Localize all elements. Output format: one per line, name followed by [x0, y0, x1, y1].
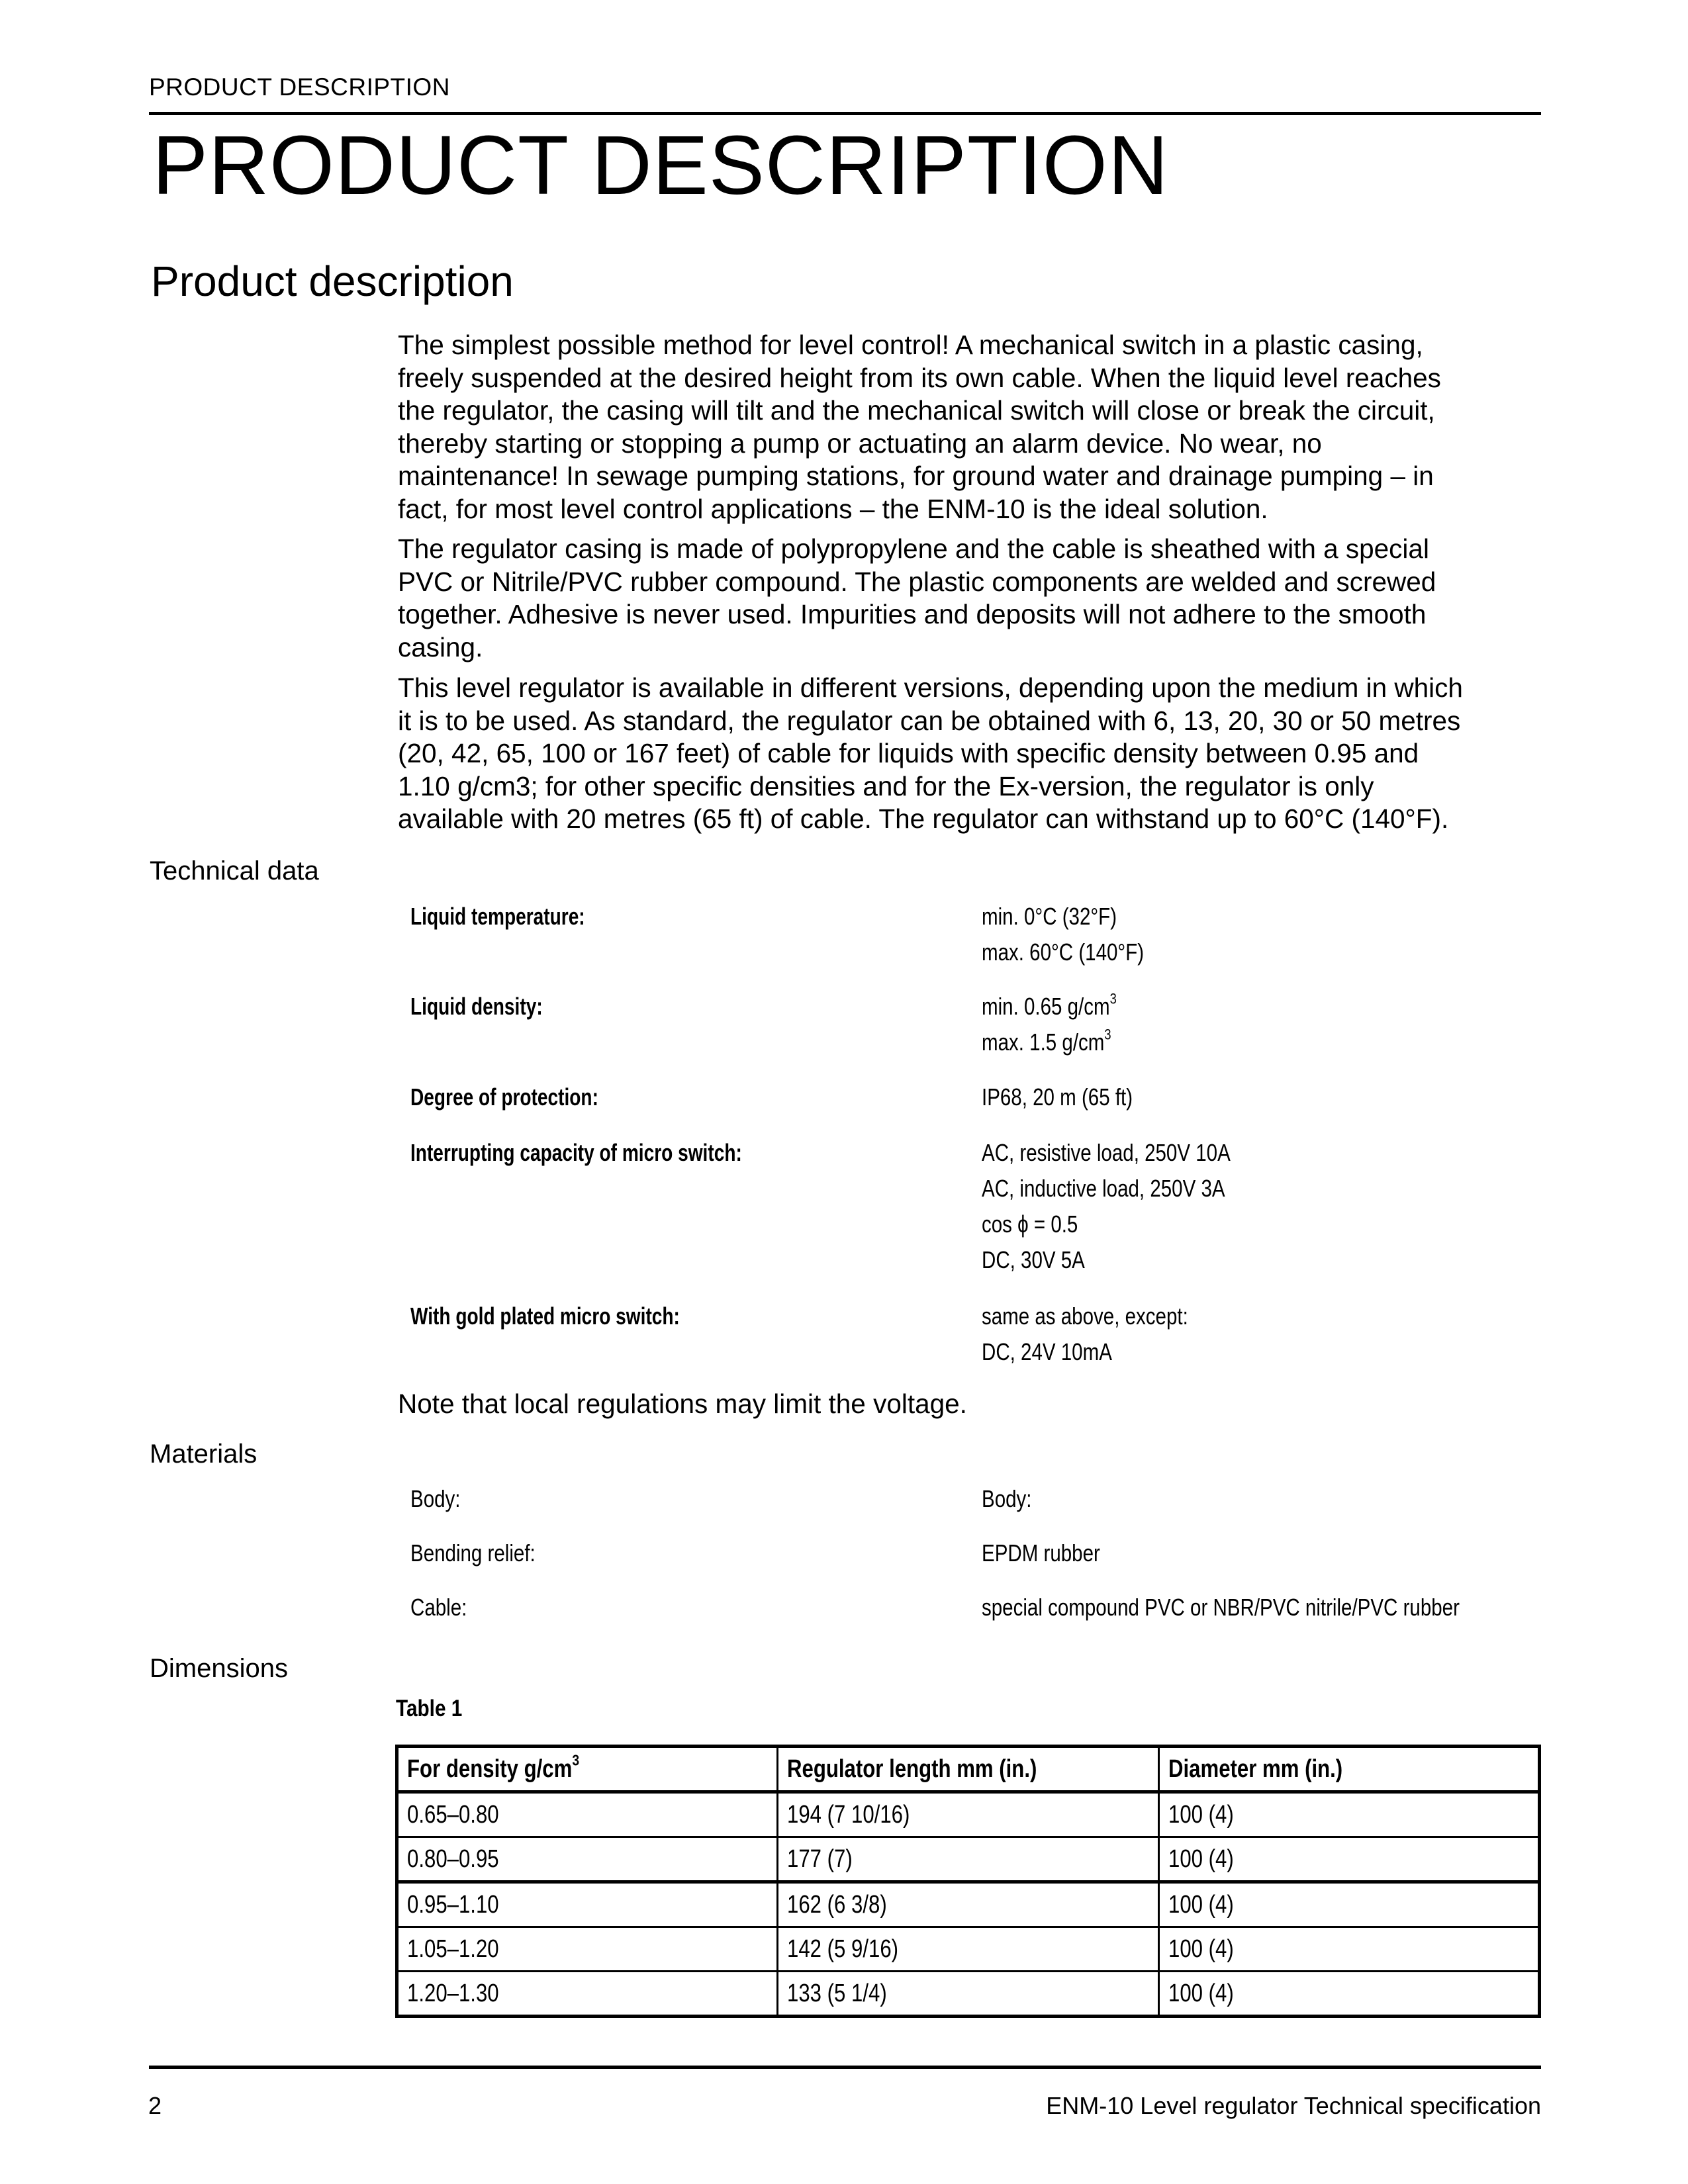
- cell-text: 133 (5 1/4): [787, 1979, 887, 2007]
- table-cell: [397, 1837, 778, 1882]
- section-title: Product description: [151, 257, 514, 305]
- table-cell: [1159, 1837, 1540, 1882]
- table-row: [397, 1972, 1540, 2017]
- spec-value-text: min. 0.65 g/cm: [982, 993, 1110, 1020]
- cell-text: 1.05–1.20: [407, 1934, 499, 1963]
- description-paragraph-2: [398, 533, 1546, 664]
- table-cell: [1159, 1927, 1540, 1972]
- spec-label-degree-of-protection: Degree of protection:: [410, 1083, 598, 1111]
- spec-value-ac-resistive: AC, resistive load, 250V 10A: [982, 1139, 1231, 1166]
- spec-value-liquid-temperature-max: max. 60°C (140°F): [982, 938, 1145, 966]
- cell-text: 100 (4): [1168, 1800, 1234, 1829]
- cell-text: 177 (7): [787, 1844, 853, 1873]
- spec-value-text: max. 1.5 g/cm: [982, 1028, 1105, 1056]
- column-header-density: [397, 1747, 778, 1792]
- table-header-row: [397, 1747, 1540, 1792]
- spec-value-liquid-density-min: [982, 989, 1117, 1024]
- table-row: [397, 1792, 1540, 1837]
- spec-label-gold-plated: With gold plated micro switch:: [410, 1302, 680, 1330]
- paragraph-line: 1.10 g/cm3; for other specific densities and for the Ex-version, the regulator is only: [398, 770, 1374, 801]
- paragraph-line: freely suspended at the desired height from its own cable. When the liquid level reaches: [398, 362, 1441, 393]
- cell-text: 162 (6 3/8): [787, 1890, 887, 1919]
- paragraph-line: available with 20 metres (65 ft) of cable. The regulator can withstand up to 60°C (140°F).: [398, 803, 1449, 834]
- spec-value-gold-same-as-above: same as above, except:: [982, 1302, 1188, 1330]
- paragraph-line: The simplest possible method for level control! A mechanical switch in a plastic casing,: [398, 330, 1423, 360]
- paragraph-line: the regulator, the casing will tilt and the mechanical switch will close or break the circuit,: [398, 395, 1435, 426]
- dimensions-table: [395, 1745, 1541, 2018]
- spec-value-ac-inductive: AC, inductive load, 250V 3A: [982, 1175, 1225, 1202]
- column-header-text: Diameter mm (in.): [1168, 1754, 1343, 1783]
- paragraph-line: fact, for most level control applications – the ENM-10 is the ideal solution.: [398, 493, 1268, 524]
- paragraph-line: PVC or Nitrile/PVC rubber compound. The plastic components are welded and screwed: [398, 566, 1436, 597]
- table-cell: [778, 1792, 1159, 1837]
- material-value-cable: special compound PVC or NBR/PVC nitrile/PVC rubber: [982, 1594, 1460, 1621]
- superscript: 3: [1104, 1026, 1111, 1043]
- running-head: PRODUCT DESCRIPTION: [149, 73, 450, 101]
- column-header-text: Regulator length mm (in.): [787, 1754, 1037, 1783]
- cell-text: 1.20–1.30: [407, 1979, 499, 2007]
- table-cell: [778, 1882, 1159, 1927]
- header-rule: [149, 112, 1541, 115]
- spec-value-cos-phi: cos ϕ = 0.5: [982, 1210, 1078, 1238]
- spec-label-interrupting-capacity: Interrupting capacity of micro switch:: [410, 1139, 742, 1166]
- spec-value-gold-dc: DC, 24V 10mA: [982, 1338, 1112, 1365]
- material-label-bending-relief: Bending relief:: [410, 1539, 536, 1567]
- column-header-diameter: [1159, 1747, 1540, 1792]
- spec-label-liquid-temperature: Liquid temperature:: [410, 903, 585, 930]
- table-row: [397, 1837, 1540, 1882]
- paragraph-line: (20, 42, 65, 100 or 167 feet) of cable for liquids with specific density between 0.95 and: [398, 738, 1419, 768]
- superscript: 3: [1109, 990, 1117, 1007]
- paragraph-line: thereby starting or stopping a pump or actuating an alarm device. No wear, no: [398, 428, 1322, 459]
- cell-text: 142 (5 9/16): [787, 1934, 899, 1963]
- document-title: ENM-10 Level regulator Technical specification: [1046, 2092, 1541, 2119]
- table-cell: [778, 1927, 1159, 1972]
- spec-label-liquid-density: Liquid density:: [410, 993, 543, 1020]
- cell-text: 100 (4): [1168, 1979, 1234, 2007]
- table-row: [397, 1882, 1540, 1927]
- description-paragraph-1: [398, 329, 1546, 525]
- table-cell: [397, 1792, 778, 1837]
- spec-value-degree-of-protection: IP68, 20 m (65 ft): [982, 1083, 1133, 1111]
- table-cell: [1159, 1972, 1540, 2017]
- material-value-bending-relief: EPDM rubber: [982, 1539, 1100, 1567]
- paragraph-line: casing.: [398, 631, 483, 662]
- superscript: 3: [572, 1751, 580, 1768]
- page-title: PRODUCT DESCRIPTION: [152, 118, 1169, 212]
- table-cell: [778, 1837, 1159, 1882]
- materials-label: Materials: [150, 1439, 258, 1469]
- table-cell: [1159, 1792, 1540, 1837]
- paragraph-line: This level regulator is available in different versions, depending upon the medium in which: [398, 672, 1463, 703]
- cell-text: 0.65–0.80: [407, 1800, 499, 1829]
- description-paragraph-3: [398, 672, 1546, 836]
- footer-rule: [149, 2066, 1541, 2069]
- column-header-length: [778, 1747, 1159, 1792]
- table-cell: [397, 1972, 778, 2017]
- spec-value-dc: DC, 30V 5A: [982, 1246, 1085, 1273]
- paragraph-line: The regulator casing is made of polypropylene and the cable is sheathed with a special: [398, 533, 1429, 564]
- table-row: [397, 1927, 1540, 1972]
- cell-text: 100 (4): [1168, 1890, 1234, 1919]
- material-value-body: Body:: [982, 1485, 1032, 1512]
- page-number: 2: [148, 2092, 162, 2119]
- paragraph-line: maintenance! In sewage pumping stations, for ground water and drainage pumping – in: [398, 461, 1434, 491]
- voltage-note: Note that local regulations may limit the voltage.: [398, 1388, 967, 1419]
- cell-text: 100 (4): [1168, 1934, 1234, 1963]
- dimensions-label: Dimensions: [150, 1654, 288, 1683]
- material-label-body: Body:: [410, 1485, 461, 1512]
- table-cell: [397, 1927, 778, 1972]
- spec-value-liquid-temperature-min: min. 0°C (32°F): [982, 903, 1117, 930]
- technical-data-label: Technical data: [150, 856, 319, 886]
- cell-text: 0.80–0.95: [407, 1844, 499, 1873]
- cell-text: 0.95–1.10: [407, 1890, 499, 1919]
- table-cell: [1159, 1882, 1540, 1927]
- table-cell: [778, 1972, 1159, 2017]
- table-cell: [397, 1882, 778, 1927]
- cell-text: 100 (4): [1168, 1844, 1234, 1873]
- column-header-text: For density g/cm: [407, 1754, 573, 1783]
- cell-text: 194 (7 10/16): [787, 1800, 910, 1829]
- paragraph-line: it is to be used. As standard, the regulator can be obtained with 6, 13, 20, 30 or 50 metres: [398, 705, 1461, 736]
- spec-value-liquid-density-max: [982, 1024, 1111, 1060]
- table-caption: Table 1: [396, 1696, 463, 1721]
- paragraph-line: together. Adhesive is never used. Impurities and deposits will not adhere to the smooth: [398, 599, 1427, 629]
- material-label-cable: Cable:: [410, 1594, 467, 1621]
